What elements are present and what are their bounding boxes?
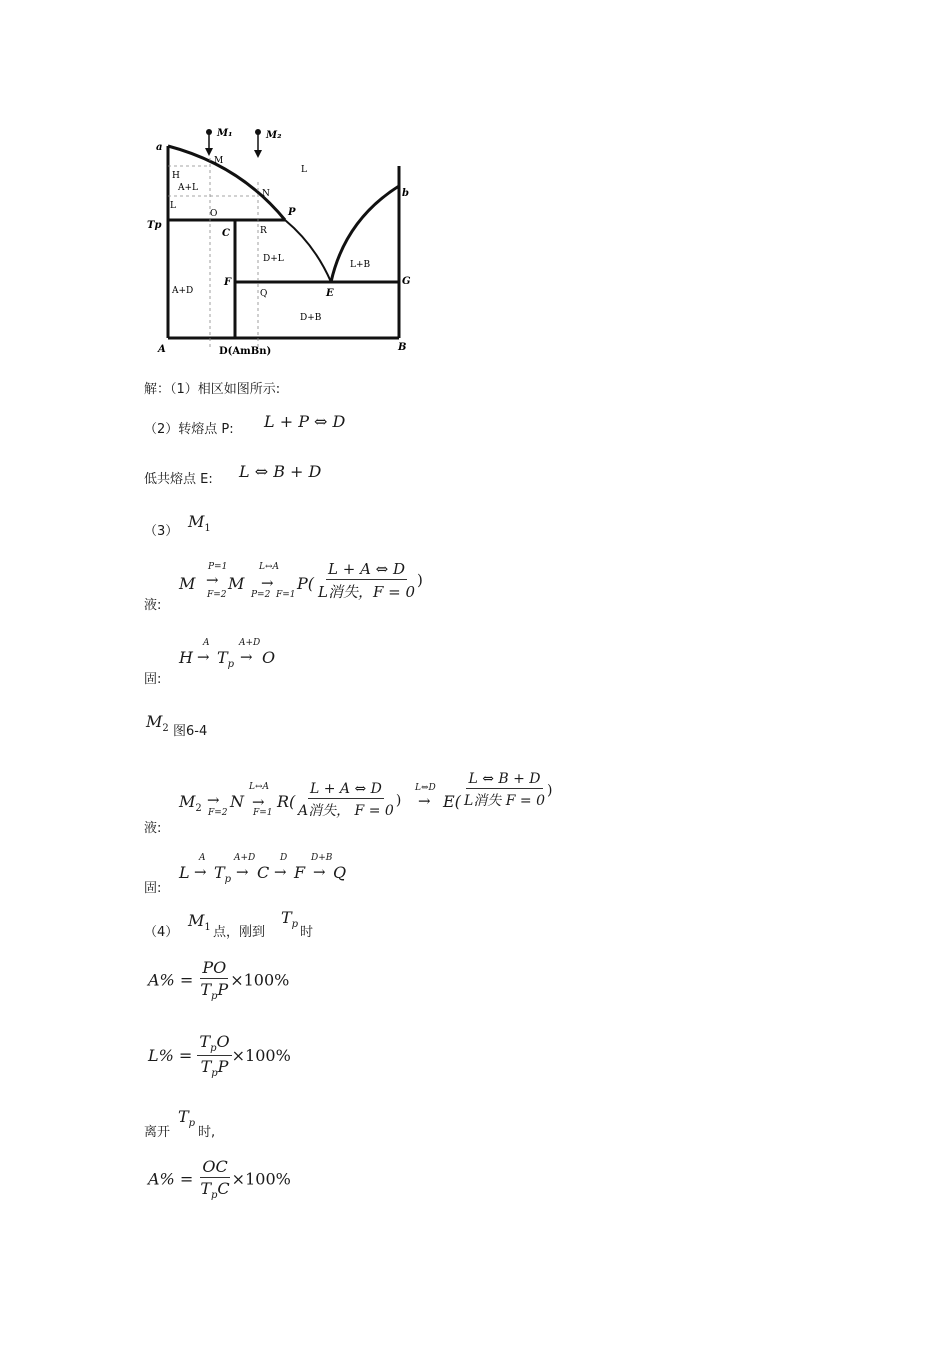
liq1-arr1: → (206, 571, 219, 589)
f1-rhs: ×100% (230, 970, 290, 990)
label-DB: D+B (300, 313, 322, 323)
leave-tsym: T (178, 1107, 189, 1126)
leave-T (178, 1107, 195, 1129)
f1-den-rest: P (217, 980, 229, 999)
liq2-arr2: → (252, 793, 265, 811)
liq1-label: 液: (144, 598, 162, 613)
sol2-L: L (179, 863, 190, 882)
f3-den (198, 1178, 231, 1201)
sol2-a1-top: A (199, 853, 206, 863)
liq1-frac (316, 560, 423, 602)
label-N: N (262, 189, 270, 199)
phase-diagram (140, 120, 430, 360)
q1-text: 解：（1）相区如图所示: (144, 382, 281, 397)
q3-sym (188, 512, 211, 534)
liq1-arr1-top: P=1 (208, 562, 228, 572)
liq2-close2: ) (547, 782, 553, 799)
liq2-num2: L ⇔ B + D (468, 771, 541, 787)
liq1-msym: M (179, 574, 196, 593)
label-M1: M₁ (217, 128, 233, 139)
f1-lhs: A% = (148, 970, 194, 990)
q2b-label: 低共熔点 E: (144, 472, 213, 487)
f2-num (197, 1032, 231, 1056)
label-AL: A+L (178, 183, 199, 193)
m1-arrowhead (205, 148, 213, 156)
m2fig-sub: 2 (162, 723, 169, 735)
q3-sub: 1 (204, 523, 211, 535)
m2-arrowhead (254, 150, 262, 158)
liq2-arr3-top: L⇔D (415, 783, 436, 793)
liq1-den: L消失，F = 0 (318, 583, 416, 601)
liq2-N: N (230, 792, 244, 811)
liq1-arr1-bot: F=2 (207, 590, 227, 600)
label-L-region: L (301, 165, 307, 175)
m2fig-text: 图6-4 (173, 724, 208, 739)
f2-den (199, 1056, 231, 1079)
label-Q: Q (260, 289, 268, 299)
liq2-arr2-top: L↔A (249, 782, 270, 792)
f2-num-rest: O (216, 1032, 230, 1051)
q3-label: （3） (144, 524, 179, 539)
liq2-frac2 (462, 771, 552, 810)
label-O: O (210, 209, 218, 219)
sol1-H: H (179, 648, 193, 667)
q4-sym (188, 911, 211, 933)
q2-eq: L + P ⇔ D (264, 412, 346, 431)
label-AD: A+D (172, 286, 194, 296)
sol2-a1: → (194, 863, 207, 881)
liq2-arr2-bot: F=1 (253, 808, 273, 818)
f1-den-sub: p (211, 991, 218, 1003)
formula-a-percent-1 (148, 958, 289, 1002)
sol2-label: 固: (144, 881, 162, 896)
sol1-a1-top: A (203, 638, 210, 648)
f1-den-t: T (200, 980, 212, 999)
liq2-den2: L消失 F = 0 (464, 793, 545, 809)
liq2-den1: A消失， F = 0 (298, 803, 394, 819)
leave-end: 时, (198, 1125, 216, 1140)
label-R: R (260, 226, 267, 236)
f3-den-rest: C (217, 1179, 230, 1198)
liq2-arr1-bot: F=2 (208, 808, 228, 818)
f3-rhs: ×100% (231, 1169, 291, 1189)
liq2-E: E( (443, 792, 461, 811)
f3-den-t: T (200, 1179, 212, 1198)
q4-end: 时 (300, 925, 314, 940)
sol1-T (217, 648, 234, 670)
sol1-tsym: T (217, 648, 228, 667)
label-L-left: L (170, 201, 176, 211)
f2-num-sub: p (210, 1043, 217, 1055)
label-G: G (402, 276, 411, 287)
q2-label: （2）转熔点 P: (144, 422, 234, 437)
label-C: C (222, 228, 230, 239)
liq1-arr2-bot2: F=1 (276, 590, 296, 600)
sol2-a4-top: D+B (311, 853, 333, 863)
sol1-a1: → (197, 648, 210, 666)
f1-num: PO (202, 958, 227, 977)
liq1-P: P( (297, 574, 315, 593)
liq2-arr3: → (418, 792, 431, 810)
sol2-a3: → (274, 863, 287, 881)
sol2-tsub: p (224, 874, 232, 886)
liq2-frac1 (296, 781, 401, 820)
f2-den-t: T (200, 1057, 212, 1077)
sol2-a3-top: D (280, 853, 288, 863)
sol2-a2-top: A+D (234, 853, 256, 863)
label-A: A (158, 344, 166, 355)
q2b-eq: L ⇔ B + D (239, 462, 322, 481)
sol2-a2: → (236, 863, 249, 881)
f2-lhs: L% = (148, 1046, 193, 1066)
sol2-C: C (257, 863, 270, 882)
q4-T (281, 908, 298, 930)
sol1-tsub: p (227, 659, 235, 671)
f2-rhs: ×100% (231, 1046, 291, 1066)
q4-sub: 1 (204, 922, 211, 934)
leave-label: 离开 (144, 1125, 171, 1140)
label-H: H (172, 171, 180, 181)
q4-tsym: T (281, 908, 292, 927)
sol2-F: F (294, 863, 306, 882)
label-P: P (288, 207, 296, 218)
sol1-a2-top: A+D (239, 638, 261, 648)
liq2-close1: ) (395, 792, 402, 809)
sol2-T (214, 863, 231, 885)
liq1-arr2: → (261, 574, 274, 592)
label-E: E (326, 288, 334, 299)
label-Tp: Tp (147, 220, 162, 231)
sol1-O: O (262, 648, 276, 667)
f2-num-t: T (199, 1032, 211, 1051)
liq2-M (179, 792, 202, 814)
liq2-num1: L + A ⇔ D (309, 781, 382, 797)
label-b: b (402, 188, 409, 199)
liq1-arr2-bot1: P=2 (251, 590, 271, 600)
f3-den-sub: p (211, 1190, 218, 1202)
liquidus-p-e (285, 220, 331, 282)
q4-label: （4） (144, 925, 179, 940)
q4-mid: 点，刚到 (213, 925, 266, 940)
label-a: a (156, 142, 163, 153)
q4-tsub: p (291, 919, 299, 931)
liq1-num: L + A ⇔ D (328, 560, 406, 578)
label-LB: L+B (350, 260, 371, 270)
label-M: M (214, 156, 224, 166)
sol1-label: 固: (144, 672, 162, 687)
m2fig-m: M (146, 712, 163, 731)
liq1-Mpt: M (228, 574, 245, 593)
liq2-msym: M (179, 792, 196, 811)
f2-den-rest: P (217, 1057, 229, 1077)
leave-tsub: p (188, 1118, 196, 1130)
q4-m: M (188, 911, 205, 930)
f1-den (198, 979, 230, 1002)
sol2-Q: Q (333, 863, 347, 882)
formula-l-percent (148, 1032, 291, 1079)
formula-a-percent-2 (148, 1157, 291, 1201)
label-F: F (224, 277, 232, 288)
label-M2: M₂ (266, 130, 282, 141)
label-B: B (398, 342, 407, 353)
f2-den-sub: p (211, 1068, 218, 1080)
liq1-M (179, 574, 195, 596)
label-DL: D+L (263, 254, 284, 264)
q3-m: M (188, 512, 205, 531)
liq1-close: ) (417, 571, 423, 589)
f3-num: OC (202, 1157, 228, 1176)
liq2-label: 液: (144, 821, 162, 836)
sol1-a2: → (240, 648, 253, 666)
liq2-sub: 2 (195, 803, 202, 815)
sol2-tsym: T (214, 863, 225, 882)
f3-lhs: A% = (148, 1169, 194, 1189)
sol2-a4: → (313, 863, 326, 881)
liq1-arr2-top: L↔A (259, 562, 280, 572)
liq2-R: R( (277, 792, 296, 811)
m2fig-sym (146, 712, 169, 734)
liq2-arr1: → (207, 791, 220, 809)
label-D: D(AmBn) (219, 346, 272, 357)
